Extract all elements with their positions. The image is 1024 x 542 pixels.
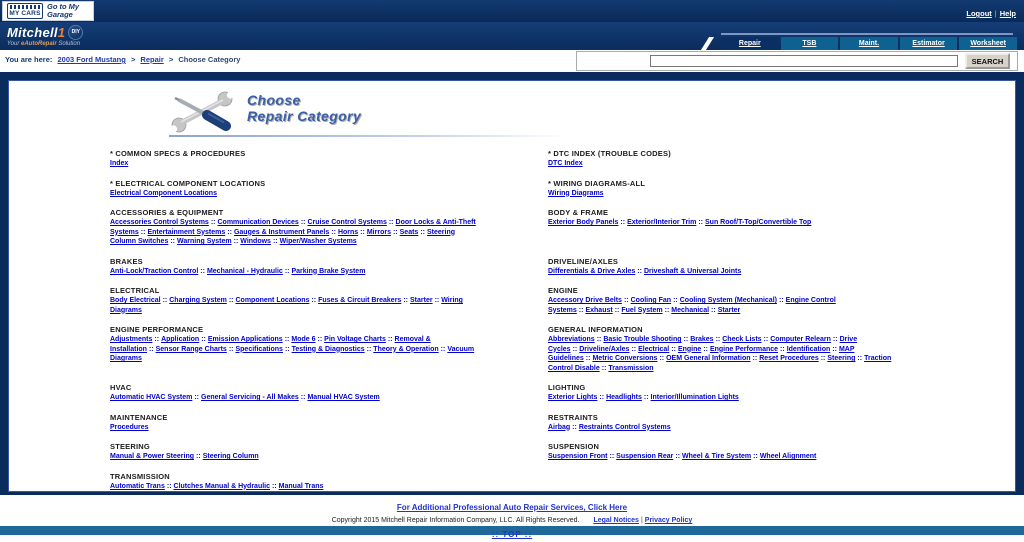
logo-tagline: Your eAutoRepair Solution [7, 41, 81, 47]
top-link[interactable]: :: TOP :: [491, 530, 533, 539]
category-link[interactable]: Windows [240, 238, 271, 245]
additional-services-link[interactable]: For Additional Professional Auto Repair Services, Click Here [396, 503, 628, 512]
link-separator: :: [148, 345, 154, 353]
breadcrumb-separator: > [168, 55, 174, 64]
category-link[interactable]: Door Locks & Anti-Theft Systems [110, 219, 476, 236]
link-separator: :: [703, 345, 708, 353]
category-link[interactable]: Engine [677, 345, 702, 353]
category-link[interactable]: Horns [337, 228, 359, 236]
category-link[interactable]: Driveline/Axles [579, 345, 630, 353]
category-section [110, 325, 480, 373]
category-heading: RESTRAINTS [548, 412, 598, 422]
category-link[interactable]: Sensor Range Charts [155, 345, 227, 353]
link-separator: :: [631, 345, 637, 353]
category-link[interactable]: Fuel System [621, 306, 663, 314]
link-separator: :: [210, 219, 216, 226]
category-link[interactable]: Wiring Diagrams [548, 189, 604, 197]
link-separator: :: [387, 336, 393, 343]
category-link[interactable]: Specifications [235, 345, 283, 353]
breadcrumb-label: You are here: [5, 55, 53, 64]
link-separator: :: [403, 297, 408, 304]
link-separator: :: [233, 238, 239, 245]
category-section [110, 208, 480, 247]
category-link[interactable]: MAP Guidelines [548, 345, 855, 362]
logo-brand: Mitchell [7, 25, 58, 40]
category-link[interactable]: Accessories Control Systems [110, 219, 209, 226]
category-link[interactable]: Mode 6 [291, 336, 316, 343]
category-heading: * DTC INDEX (TROUBLE CODES) [548, 149, 671, 158]
category-heading: DRIVELINE/AXLES [548, 256, 619, 266]
category-link[interactable]: Body Electrical [110, 297, 161, 304]
link-separator: :: [637, 267, 642, 275]
link-separator: :: [585, 355, 591, 362]
category-section [110, 383, 480, 403]
category-link[interactable]: Brakes [690, 336, 714, 343]
link-separator: :: [311, 297, 317, 304]
category-grid [110, 149, 1015, 501]
category-link[interactable]: Engine Control Systems [548, 297, 836, 314]
link-separator: :: [272, 482, 277, 490]
search-button[interactable]: SEARCH [965, 53, 1010, 69]
page-title: Choose Repair Category [247, 92, 362, 124]
link-separator: :: [140, 228, 146, 236]
category-link[interactable]: OEM General Information [666, 355, 751, 362]
category-section [110, 179, 480, 199]
category-section [548, 179, 918, 199]
search-panel [576, 51, 1018, 71]
link-separator: :: [284, 267, 290, 275]
category-section [548, 383, 918, 403]
copyright-text: Copyright 2015 Mitchell Repair Information Company, LLC. All Rights Reserved. [331, 517, 580, 524]
link-separator: :: [166, 482, 172, 490]
category-heading: GENERAL INFORMATION [548, 325, 643, 334]
category-section [110, 257, 480, 277]
link-separator: :: [420, 228, 425, 236]
category-link[interactable]: Identification [786, 345, 831, 353]
tab-maint[interactable]: Maint. [840, 37, 898, 50]
link-separator: :: [300, 219, 306, 226]
category-heading: TRANSMISSION [110, 471, 170, 481]
category-link[interactable]: Wheel & Tire System [682, 453, 752, 460]
category-link[interactable]: DTC Index [548, 160, 583, 167]
category-link[interactable]: Component Locations [235, 297, 310, 304]
breadcrumb-vehicle-link[interactable]: 2003 Ford Mustang [57, 55, 126, 64]
help-link[interactable]: Help [999, 9, 1016, 18]
category-link[interactable]: Basic Trouble Shooting [603, 336, 682, 343]
page-header [169, 89, 1015, 135]
category-link[interactable]: Electrical Component Locations [110, 189, 217, 197]
category-section [110, 413, 480, 433]
tab-estimator[interactable]: Estimator [900, 37, 958, 50]
category-link[interactable]: Suspension Front [548, 453, 608, 460]
category-link[interactable]: Removal & Installation [110, 336, 431, 353]
link-separator: :: [440, 345, 446, 353]
link-separator: :: [609, 453, 615, 460]
link-separator: :: [596, 336, 602, 343]
link-separator: :: [300, 394, 306, 401]
link-separator: :: [154, 336, 160, 343]
category-link[interactable]: Mirrors [366, 228, 391, 236]
category-link[interactable]: Procedures [110, 423, 149, 431]
link-separator: :: [317, 336, 323, 343]
category-section [548, 442, 918, 462]
category-link[interactable]: Communication Devices [217, 219, 299, 226]
category-link[interactable]: Sun Roof/T-Top/Convertible Top [705, 219, 812, 226]
link-separator: :: [572, 423, 577, 431]
category-link[interactable]: Steering [827, 355, 856, 362]
link-separator: :: [711, 306, 716, 314]
link-separator: :: [578, 306, 584, 314]
category-link[interactable]: Wiring Diagrams [110, 297, 463, 314]
session-separator: | [994, 9, 997, 18]
my-cars-label: MY CARS [9, 10, 41, 17]
category-link[interactable]: Starter [717, 306, 741, 314]
category-link[interactable]: Cruise Control Systems [307, 219, 387, 226]
link-separator: :: [572, 345, 578, 353]
link-separator: :: [360, 228, 365, 236]
link-separator: :: [284, 345, 290, 353]
link-separator: :: [715, 336, 721, 343]
link-separator: :: [392, 228, 398, 236]
category-heading: * COMMON SPECS & PROCEDURES [110, 149, 246, 158]
header-rule [169, 135, 569, 137]
breadcrumb [5, 55, 240, 64]
tab-repair[interactable]: Repair [721, 37, 779, 50]
search-input[interactable] [650, 55, 958, 67]
link-separator: :: [366, 345, 372, 353]
link-separator: :: [227, 228, 232, 236]
link-separator: :: [601, 364, 607, 372]
category-section [548, 325, 918, 373]
category-link[interactable]: Cooling Fan [630, 297, 672, 304]
category-link[interactable]: Exhaust [585, 306, 613, 314]
category-heading: ACCESSORIES & EQUIPMENT [110, 208, 224, 217]
breadcrumb-repair-link[interactable]: Repair [140, 55, 164, 64]
link-separator: :: [200, 267, 205, 275]
footer-separator: | [640, 517, 643, 524]
category-link[interactable]: Check Lists [722, 336, 762, 343]
category-link[interactable]: Accessory Drive Belts [548, 297, 622, 304]
category-link[interactable]: Electrical [638, 345, 670, 353]
category-link[interactable]: General Servicing - All Makes [201, 394, 299, 401]
category-link[interactable]: Starter [410, 297, 433, 304]
link-separator: :: [434, 297, 440, 304]
category-heading: STEERING [110, 442, 150, 451]
link-separator: :: [832, 336, 838, 343]
category-heading: ENGINE PERFORMANCE [110, 325, 204, 334]
tab-tsb[interactable]: TSB [781, 37, 839, 50]
category-link[interactable]: Computer Relearn [770, 336, 831, 343]
mitchell1-logo [7, 25, 83, 47]
link-separator: :: [778, 297, 784, 304]
category-link[interactable]: Exterior Body Panels [548, 219, 619, 226]
category-link[interactable]: Wiper/Washer Systems [279, 238, 357, 245]
category-link[interactable]: Abbreviations [548, 336, 595, 343]
category-link[interactable]: Clutches Manual & Hydraulic [173, 482, 270, 490]
link-separator: :: [698, 219, 704, 226]
link-separator: :: [671, 345, 676, 353]
category-link[interactable]: Testing & Diagnostics [291, 345, 365, 353]
category-link[interactable]: Cooling System (Mechanical) [679, 297, 777, 304]
category-link[interactable]: Automatic Trans [110, 482, 165, 490]
link-separator: :: [614, 306, 620, 314]
category-section [548, 208, 918, 247]
link-separator: :: [683, 336, 689, 343]
link-separator: :: [170, 238, 176, 245]
category-link[interactable]: Fuses & Circuit Breakers [318, 297, 402, 304]
diagonal-slash-decoration [701, 37, 714, 50]
category-link[interactable]: Headlights [606, 394, 642, 401]
nav-tabs [721, 37, 1017, 50]
category-link[interactable]: Steering Column [202, 453, 259, 460]
category-section [548, 257, 918, 277]
category-link[interactable]: Manual Trans [278, 482, 324, 490]
link-separator: :: [162, 297, 168, 304]
category-heading: ELECTRICAL [110, 286, 160, 295]
copyright-line [0, 517, 1024, 524]
go-to-my-garage-button[interactable] [2, 1, 94, 21]
link-separator: :: [820, 355, 826, 362]
category-heading: LIGHTING [548, 383, 586, 392]
nav-tab-bar [721, 33, 1017, 50]
category-section [110, 149, 480, 169]
category-link[interactable]: Metric Conversions [592, 355, 658, 362]
category-link[interactable]: Entertainment Systems [147, 228, 226, 236]
category-link[interactable]: Parking Brake System [291, 267, 366, 275]
category-link[interactable]: Automatic HVAC System [110, 394, 193, 401]
category-link[interactable]: Airbag [548, 423, 571, 431]
logout-link[interactable]: Logout [966, 9, 992, 18]
breadcrumb-row [0, 50, 1024, 72]
content-box [8, 80, 1016, 492]
link-separator: :: [753, 453, 758, 460]
category-section [548, 413, 918, 433]
link-separator: :: [284, 336, 290, 343]
category-link[interactable]: Steering Column Switches [110, 228, 456, 245]
legal-notices-link[interactable]: Legal Notices [593, 517, 639, 524]
category-link[interactable]: Pin Voltage Charts [324, 336, 386, 343]
category-link[interactable]: Suspension Rear [616, 453, 674, 460]
category-link[interactable]: Seats [399, 228, 419, 236]
category-link[interactable]: Theory & Operation [373, 345, 439, 353]
category-heading: BODY & FRAME [548, 208, 609, 217]
link-separator: :: [272, 238, 278, 245]
category-section [548, 286, 918, 315]
category-link[interactable]: Manual & Power Steering [110, 453, 195, 460]
category-link[interactable]: Application [161, 336, 200, 343]
link-separator: :: [675, 453, 681, 460]
link-separator: :: [659, 355, 665, 362]
license-plate-icon [7, 3, 43, 19]
category-link[interactable]: Wheel Alignment [759, 453, 817, 460]
category-link[interactable]: Warning System [177, 238, 232, 245]
page-background [0, 72, 1024, 495]
link-separator: :: [752, 355, 758, 362]
category-link[interactable]: Emission Applications [207, 336, 283, 343]
category-section [548, 472, 918, 492]
link-separator: :: [201, 336, 206, 343]
category-heading: BRAKES [110, 256, 143, 266]
link-separator: :: [194, 394, 200, 401]
crossed-tools-icon [169, 89, 235, 133]
category-link[interactable]: Reset Procedures [759, 355, 819, 362]
diy-badge-icon: DIY [68, 25, 83, 40]
category-link[interactable]: Driveshaft & Universal Joints [643, 267, 742, 275]
category-heading: ENGINE [548, 286, 578, 295]
category-heading: SUSPENSION [548, 442, 600, 451]
category-link[interactable]: Interior/Illumination Lights [650, 394, 739, 401]
category-link[interactable]: Charging System [169, 297, 227, 304]
category-heading: HVAC [110, 383, 132, 392]
category-link[interactable]: Gauges & Instrument Panels [233, 228, 330, 236]
link-separator: :: [196, 453, 201, 460]
link-separator: :: [673, 297, 678, 304]
link-separator: :: [599, 394, 605, 401]
category-link[interactable]: Traction Control Disable [548, 355, 892, 372]
category-link[interactable]: Restraints Control Systems [578, 423, 671, 431]
link-separator: :: [857, 355, 863, 362]
category-link[interactable]: Adjustments [110, 336, 153, 343]
category-link[interactable]: Mechanical - Hydraulic [206, 267, 283, 275]
category-link[interactable]: Drive Cycles [548, 336, 858, 353]
tab-accent-line [721, 33, 1013, 35]
tab-worksheet[interactable]: Worksheet [959, 37, 1017, 50]
link-separator: :: [331, 228, 336, 236]
logo-brand-suffix: 1 [57, 25, 66, 40]
link-separator: :: [228, 297, 234, 304]
link-separator: :: [832, 345, 837, 353]
garage-label: Go to My Garage [47, 1, 80, 19]
category-link[interactable]: Exterior/Interior Trim [627, 219, 697, 226]
link-separator: :: [620, 219, 626, 226]
category-section [110, 442, 480, 462]
category-section [548, 149, 918, 169]
category-link[interactable]: Manual HVAC System [307, 394, 380, 401]
category-heading: * WIRING DIAGRAMS-ALL [548, 178, 646, 188]
category-link[interactable]: Vacuum Diagrams [110, 345, 475, 362]
category-link[interactable]: Exterior Lights [548, 394, 598, 401]
category-heading: * ELECTRICAL COMPONENT LOCATIONS [110, 178, 266, 188]
category-link[interactable]: Differentials & Drive Axles [548, 267, 636, 275]
link-separator: :: [228, 345, 234, 353]
breadcrumb-current: Choose Category [178, 55, 241, 64]
top-bar [0, 0, 1024, 22]
link-separator: :: [664, 306, 670, 314]
category-section [110, 286, 480, 315]
category-link[interactable]: Engine Performance [709, 345, 779, 353]
link-separator: :: [643, 394, 649, 401]
link-separator: :: [780, 345, 785, 353]
category-section [110, 472, 480, 492]
breadcrumb-separator: > [130, 55, 136, 64]
category-link[interactable]: Anti-Lock/Traction Control [110, 267, 199, 275]
privacy-policy-link[interactable]: Privacy Policy [644, 517, 693, 524]
category-link[interactable]: Transmission [608, 364, 654, 372]
link-separator: :: [623, 297, 629, 304]
logo-band [0, 22, 1024, 50]
link-separator: :: [388, 219, 394, 226]
category-heading: MAINTENANCE [110, 412, 168, 422]
category-link[interactable]: Mechanical [671, 306, 710, 314]
category-link[interactable]: Index [110, 160, 129, 167]
link-separator: :: [763, 336, 769, 343]
